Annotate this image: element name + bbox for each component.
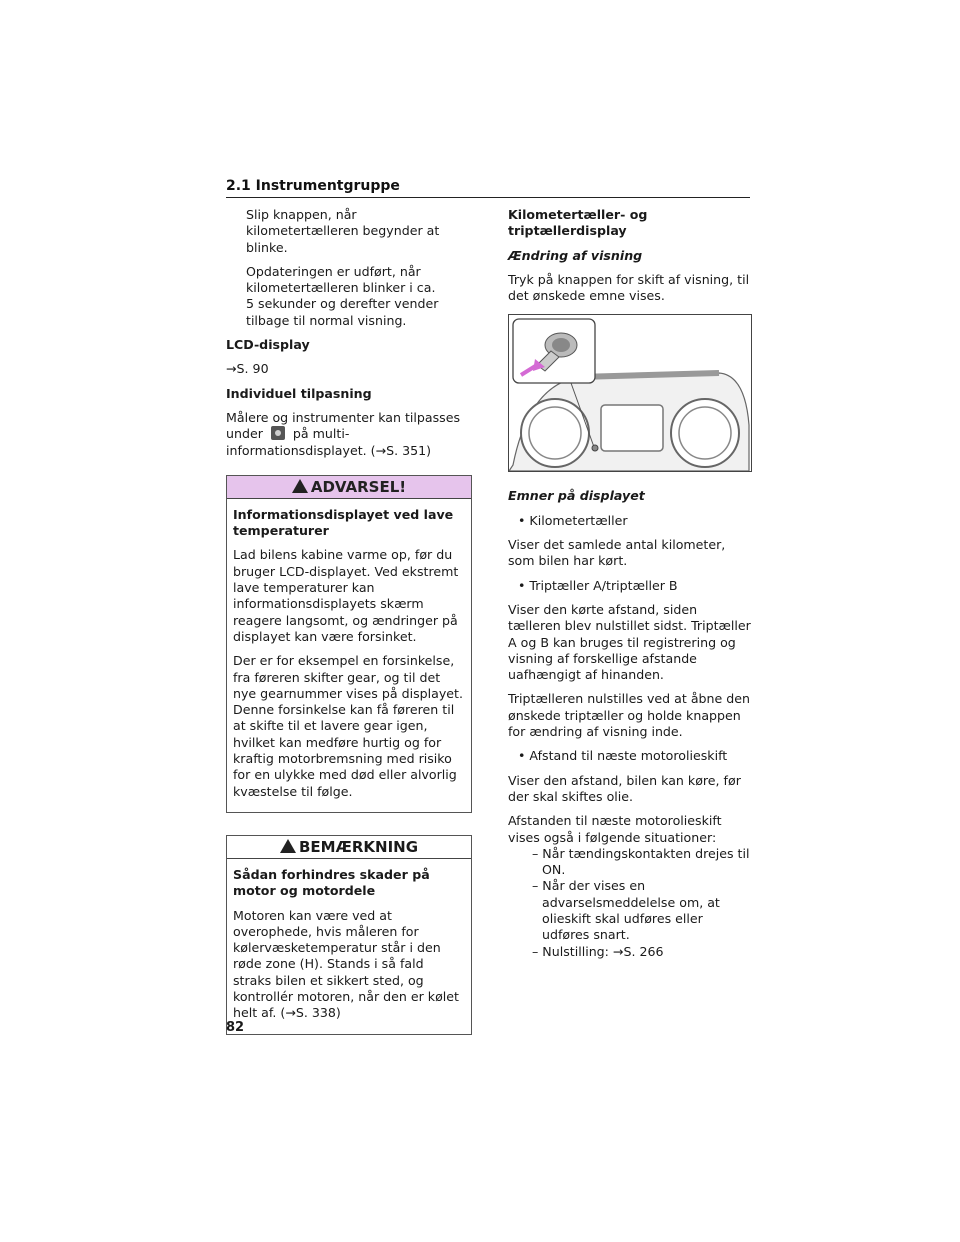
individual-text-a: Målere og instrumenter kan tilpasses under <box>226 409 461 442</box>
warning-paragraph: Der er for eksempel en forsinkelse, fra føreren skifter gear, og til det nye gearnummer vises på displayet. Denne forsinkelse kan få føreren til at skifte til et lavere gear igen, hvilket kan medføre hurtig og for kraftig motorbremsning med risiko for en ulykke med død eller alvorlig kvæstelse til følge. <box>233 653 463 799</box>
dash-item: – Når der vises en advarselsmeddelelse om, at olieskift skal udføres eller udføres snart. <box>532 878 720 943</box>
notice-paragraph: Motoren kan være ved at overophede, hvis måleren for kølervæsketemperatur står i den røde zone (H). Stands i så fald straks bilen et sikkert sted, og kontrollér motoren, når den er kølet helt af. (→S. 338) <box>233 907 459 1021</box>
paragraph: Viser den kørte afstand, siden tælleren blev nulstillet sidst. Triptæller A og B kan bruges til registrering og visning af forskellige afstande uafhængigt af hinanden. <box>508 601 751 683</box>
warning-box <box>226 475 472 813</box>
warning-heading: Informationsdisplayet ved lave temperaturer <box>233 506 454 539</box>
paragraph: Triptælleren nulstilles ved at åbne den ønskede triptæller og holde knappen for ændring af visning inde. <box>508 691 750 740</box>
instrument-cluster-illustration <box>508 314 752 472</box>
paragraph: Slip knappen, når kilometertælleren begynder at blinke. <box>246 207 440 255</box>
notice-heading: Sådan forhindres skader på motor og motordele <box>233 866 430 899</box>
settings-icon <box>271 426 285 440</box>
dash-list <box>508 846 752 960</box>
notice-triangle-icon <box>280 839 296 853</box>
list-item: • Kilometertæller <box>518 512 628 528</box>
cluster-drawing <box>509 315 751 471</box>
section-header: 2.1 Instrumentgruppe <box>226 178 750 198</box>
paragraph: Afstanden til næste motorolieskift vises også i følgende situationer: <box>508 813 722 845</box>
lcd-reference-link[interactable]: →S. 90 <box>226 361 269 377</box>
individual-heading: Individuel tilpasning <box>226 385 372 401</box>
list-item: • Afstand til næste motorolieskift <box>518 748 728 764</box>
warning-paragraph: Lad bilens kabine varme op, før du bruger LCD-displayet. Ved ekstremt lave temperaturer kan informationsdisplayets skærm reagere langsomt, og ændringer på displayet kan være forsinket. <box>233 547 459 644</box>
dash-item: – Når tændingskontakten drejes til ON. <box>532 845 750 878</box>
change-display-subheading: Ændring af visning <box>508 247 643 263</box>
right-column <box>508 207 752 968</box>
page-number: 82 <box>226 1020 245 1035</box>
left-column <box>226 207 472 1053</box>
lcd-heading: LCD-display <box>226 337 310 353</box>
warning-title: ADVARSEL! <box>227 476 471 499</box>
paragraph: Opdateringen er udført, når kilometertælleren blinker i ca. <box>246 263 436 296</box>
paragraph: Viser det samlede antal kilometer, som bilen har kørt. <box>508 537 726 569</box>
dash-item: – Nulstilling: →S. 266 <box>532 943 664 959</box>
warning-triangle-icon <box>292 479 308 493</box>
paragraph: Tryk på knappen for skift af visning, til det ønskede emne vises. <box>508 271 750 304</box>
individual-text-b: på multi-informationsdisplayet. (→S. 351) <box>226 426 432 458</box>
individual-paragraph <box>226 410 472 459</box>
display-items-subheading: Emner på displayet <box>508 488 645 504</box>
notice-title: BEMÆRKNING <box>227 836 471 859</box>
odometer-heading: Kilometertæller- og triptællerdisplay <box>508 207 648 239</box>
paragraph: Viser den afstand, bilen kan køre, før der skal skiftes olie. <box>508 772 741 804</box>
paragraph: 5 sekunder og derefter vender tilbage til normal visning. <box>246 296 439 328</box>
notice-box <box>226 835 472 1035</box>
list-item: • Triptæller A/triptæller B <box>518 577 678 593</box>
